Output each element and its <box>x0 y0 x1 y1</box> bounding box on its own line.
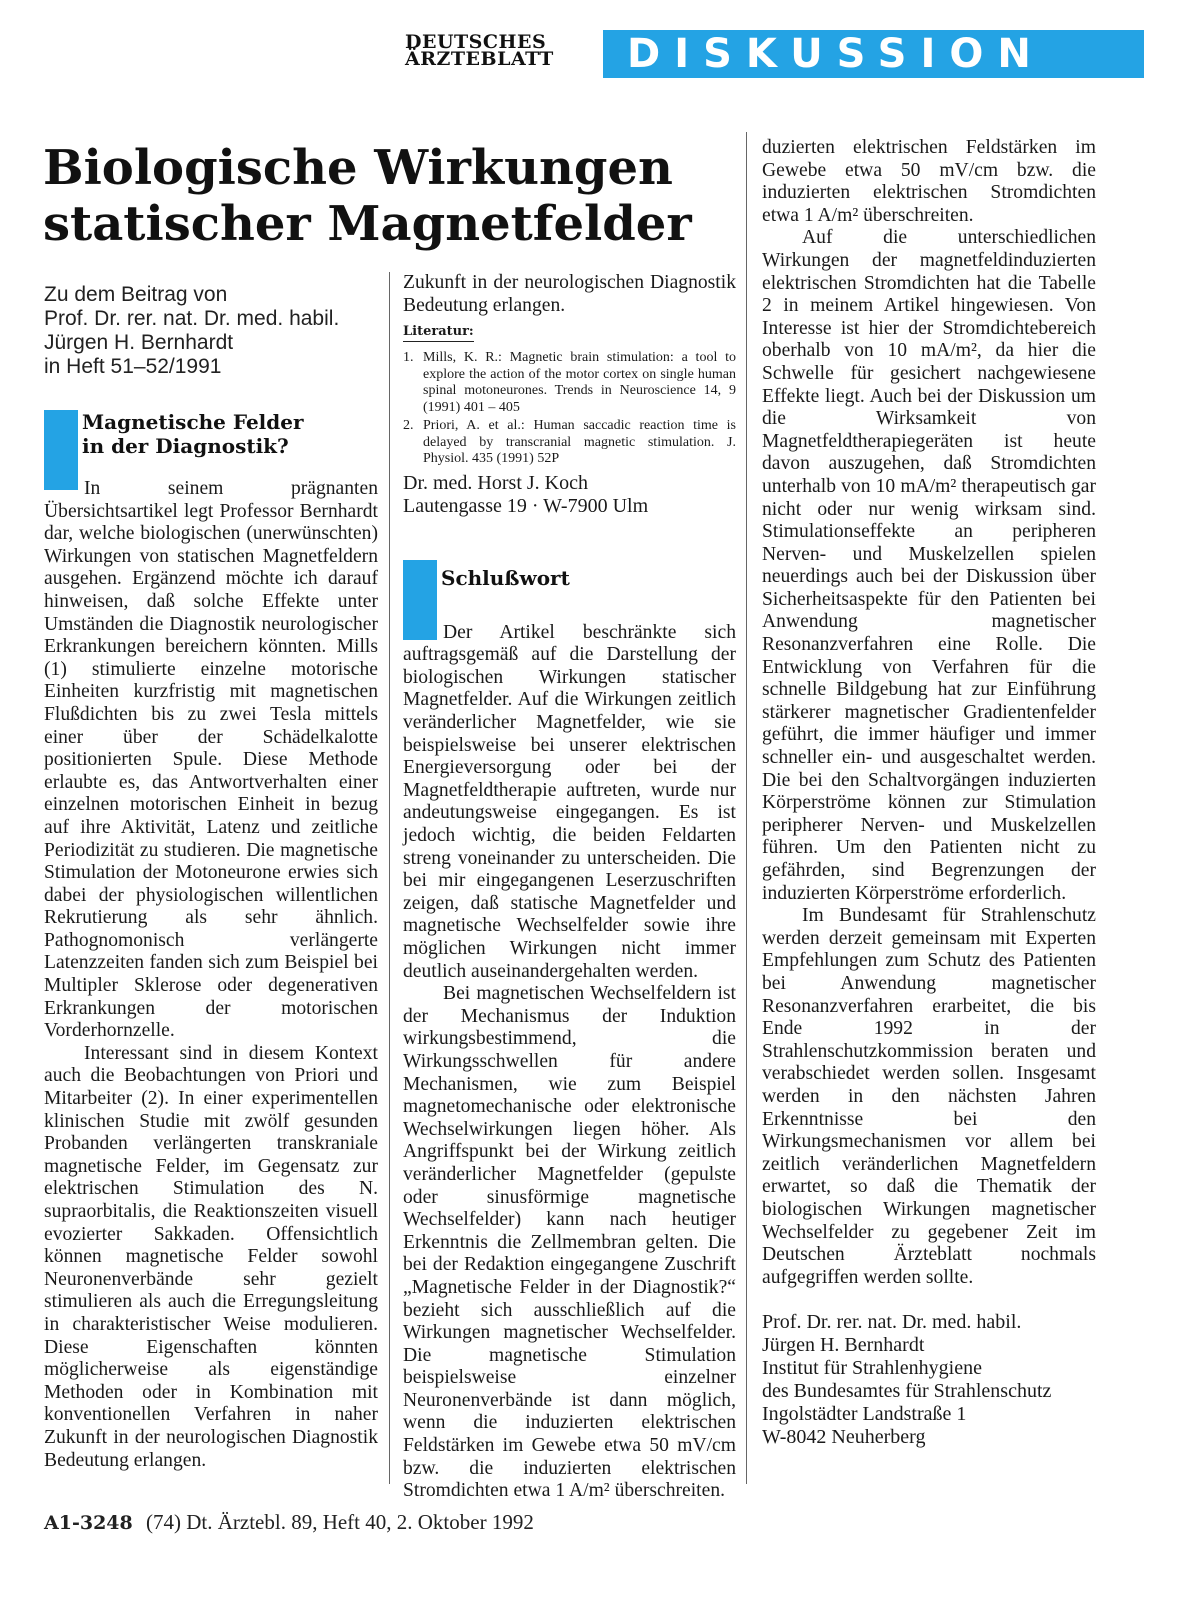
reply-heading-block <box>403 560 736 622</box>
column-3 <box>762 137 1096 1449</box>
page-code: A1-3248 <box>44 1512 133 1534</box>
signature-line: Ingolstädter Landstraße 1 <box>762 1403 967 1426</box>
section-accent-bar <box>44 410 78 490</box>
reply-paragraph-2-continued: duzierten elektrischen Feldstärken im Gewebe etwa 50 mV/cm bzw. die induzierten elektrischen Stromdichten etwa 1 A/m² überschreiten. <box>762 137 1096 226</box>
literature-heading: Literatur: <box>403 323 474 342</box>
reference-item: 1. Mills, K. R.: Magnetic brain stimulation: a tool to explore the action of the motor cortex on single human spinal motoneurones. Trends in Neuroscience 14, 9 (1991) 401 – 405 <box>403 350 736 415</box>
letter-heading <box>44 410 378 458</box>
section-rubric-banner <box>603 30 1144 78</box>
intro-line-1: Zu dem Beitrag von <box>44 283 228 306</box>
reference-item: 2. Priori, A. et al.: Human saccadic reaction time is delayed by transcranial magnetic stimulation. J. Physiol. 435 (1991) 52P <box>403 418 736 467</box>
letter-paragraph-2: Interessant sind in diesem Kontext auch die Beobachtungen von Priori und Mitarbeiter (2). In einer experimentellen klinischen Studie mit zwölf gesunden Probanden verlängerten transkraniale magnetische Felder, im Gegensatz zur elektrischen Stimulation des N. supraorbitalis, die Reaktionszeiten visuell evozierter Sakkaden. Offensichtlich können magnetische Felder sowohl Neuronenverbände sehr gezielt stimulieren als auch die Erregungsleitung in charakteristischer Weise modulieren. Diese Eigenschaften könnten möglicherweise als eigenständige Methoden oder in Kombination mit konventionellen Verfahren in naher Zukunft in der neurologischen Diagnostik Bedeutung erlangen. <box>44 1042 378 1471</box>
signature-line: W-8042 Neuherberg <box>762 1426 926 1449</box>
letter-author-block <box>403 472 736 518</box>
letter-author-address: Lautengasse 19 · W-7900 Ulm <box>403 494 649 517</box>
signature-line: Jürgen H. Bernhardt <box>762 1334 925 1357</box>
masthead-line-1: DEUTSCHES <box>405 31 547 53</box>
intro-line-3: Jürgen H. Bernhardt <box>44 331 234 354</box>
title-line-1: Biologische Wirkungen <box>43 140 673 196</box>
intro-line-2: Prof. Dr. rer. nat. Dr. med. habil. <box>44 307 340 330</box>
section-accent-bar <box>403 560 437 640</box>
footer-citation: (74) Dt. Ärztebl. 89, Heft 40, 2. Oktober 1992 <box>145 1510 534 1534</box>
reply-paragraph-3: Auf die unterschiedlichen Wirkungen der magnetfeldinduzierten elektrischen Stromdichten hat die Tabelle 2 in meinem Artikel hingewiesen. Von Interesse ist hier der Stromdichtebereich oberhalb von 10 mA/m², da hier die Schwelle für gesichert nachgewiesene Effekte liegt. Auch bei der Diskussion um die Wirksamkeit von Magnetfeldtherapiegeräten ist heute davon auszugehen, daß Stromdichten unterhalb von 10 mA/m² therapeutisch gar nicht oder nur wenig wirksam sind. Stimulationseffekte an peripheren Nerven- und Muskelzellen spielen neuerdings auch bei der Diskussion über Sicherheitsaspekte für den Patienten bei Anwendung magnetischer Resonanzverfahren eine Rolle. Die Entwicklung von Verfahren für die schnelle Bildgebung hat zur Einführung stärkerer magnetischer Gradientenfelder geführt, die immer häufiger und immer schneller ein- und ausgeschaltet werden. Die bei den Schaltvorgängen induzierten Körperströme können zur Stimulation peripherer Nerven- und Muskelzellen führen. Um den Patienten nicht zu gefährden, sind Begrenzungen der induzierten Körperströme erforderlich. <box>762 227 1096 904</box>
letter-heading-line-1: Magnetische Felder <box>82 410 304 434</box>
reply-paragraph-2: Bei magnetischen Wechselfeldern ist der Mechanismus der Induktion wirkungsbestimmend, die Wirkungsschwellen für andere Mechanismen, wie zum Beispiel magnetomechanische oder elektronische Wechselwirkungen liegen höher. Als Angriffspunkt bei der Wirkung zeitlich veränderlicher Magnetfelder (gepulste oder sinusförmige magnetische Wechselfelder) kann nach heutiger Erkenntnis die Zellmembran gelten. Die bei der Redaktion eingegangene Zuschrift „Magnetische Felder in der Diagnostik?“ bezieht sich ausschließlich auf die Wirkungen magnetischer Wechselfelder. Die magnetische Stimulation beispielsweise einzelner Neuronenverbände ist dann möglich, wenn die induzierten elektrischen Feldstärken im Gewebe etwa 50 mV/cm bzw. die induzierten elektrischen Stromdichten etwa 1 A/m² überschreiten. <box>403 983 736 1502</box>
signature-line: Institut für Strahlenhygiene <box>762 1357 982 1380</box>
page-footer <box>44 1510 534 1535</box>
masthead-line-2: ÄRZTEBLATT <box>405 48 554 70</box>
signature-line: des Bundesamtes für Strahlenschutz <box>762 1380 1052 1403</box>
column-divider-1 <box>389 272 390 1484</box>
reply-paragraph-1: Der Artikel beschränkte sich auftragsgemäß auf die Darstellung der biologischen Wirkungen statischer Magnetfelder. Auf die Wirkungen zeitlich veränderlicher Magnetfelder, wie sie beispielsweise bei unserer elektrischen Energieversorgung oder bei der Magnetfeldtherapie auftreten, wurde nur andeutungsweise eingegangen. Es ist jedoch wichtig, die beiden Feldarten streng voneinander zu unterscheiden. Die bei mir eingegangenen Leserzuschriften zeigen, daß statische Magnetfelder und magnetische Wechselfelder sowie ihre möglichen Wirkungen nicht immer deutlich auseinandergehalten werden. <box>403 621 736 982</box>
column-1 <box>44 410 378 1479</box>
letter-heading-block <box>44 410 378 490</box>
article-title <box>43 140 733 252</box>
column-2 <box>403 272 736 1502</box>
reference-list <box>403 350 736 468</box>
column-divider-2 <box>746 132 747 1484</box>
letter-author-name: Dr. med. Horst J. Koch <box>403 471 588 494</box>
article-intro <box>44 283 374 379</box>
title-line-2: statischer Magnetfelder <box>43 196 692 252</box>
letter-paragraph-1: In seinem prägnanten Übersichtsartikel legt Professor Bernhardt dar, welche biologischen (unerwünschten) Wirkungen von statischen Magnetfeldern ausgehen. Ergänzend möchte ich darauf hinweisen, daß solche Effekte unter Umständen die Diagnostik neurologischer Erkrankungen bereichern könnten. Mills (1) stimulierte einzelne motorische Einheiten kurzfristig mit magnetischen Flußdichten bis zu zwei Tesla mittels einer über der Schädelkalotte positionierten Spule. Diese Methode erlaubte es, das Antwortverhalten einer einzelnen motorischen Einheit in bezug auf ihre Aktivität, Latenz und zeitliche Periodizität zu studieren. Die magnetische Stimulation der Motoneurone erwies sich dabei der physiologischen willentlichen Rekrutierung als sehr ähnlich. Pathognomonisch verlängerte Latenzzeiten fanden sich zum Beispiel bei Multipler Sklerose oder degenerativen Erkrankungen der motorischen Vorderhornzelle. <box>44 478 378 1042</box>
letter-paragraph-2-continued: Zukunft in der neurologischen Diagnostik Bedeutung erlangen. <box>403 272 736 316</box>
intro-line-4: in Heft 51–52/1991 <box>44 355 222 378</box>
section-rubric-label: DISKUSSION <box>627 31 1045 77</box>
reply-heading: Schlußwort <box>441 565 570 590</box>
reply-signature <box>762 1311 1096 1449</box>
signature-line: Prof. Dr. rer. nat. Dr. med. habil. <box>762 1311 1022 1334</box>
letter-heading-line-2: in der Diagnostik? <box>82 434 289 458</box>
reply-paragraph-4: Im Bundesamt für Strahlenschutz werden derzeit gemeinsam mit Experten Empfehlungen zum Schutz des Patienten bei Anwendung magnetischer Resonanzverfahren erarbeitet, die bis Ende 1992 in der Strahlenschutzkommission beraten und verabschiedet werden sollen. Insgesamt werden in den nächsten Jahren Erkenntnisse bei den Wirkungsmechanismen vor allem bei zeitlich veränderlichen Magnetfeldern erwartet, so daß die Thematik der biologischen Wirkungen magnetischer Wechselfelder zu gegebener Zeit im Deutschen Ärzteblatt nochmals aufgegriffen werden sollte. <box>762 905 1096 1288</box>
journal-masthead <box>405 31 554 70</box>
